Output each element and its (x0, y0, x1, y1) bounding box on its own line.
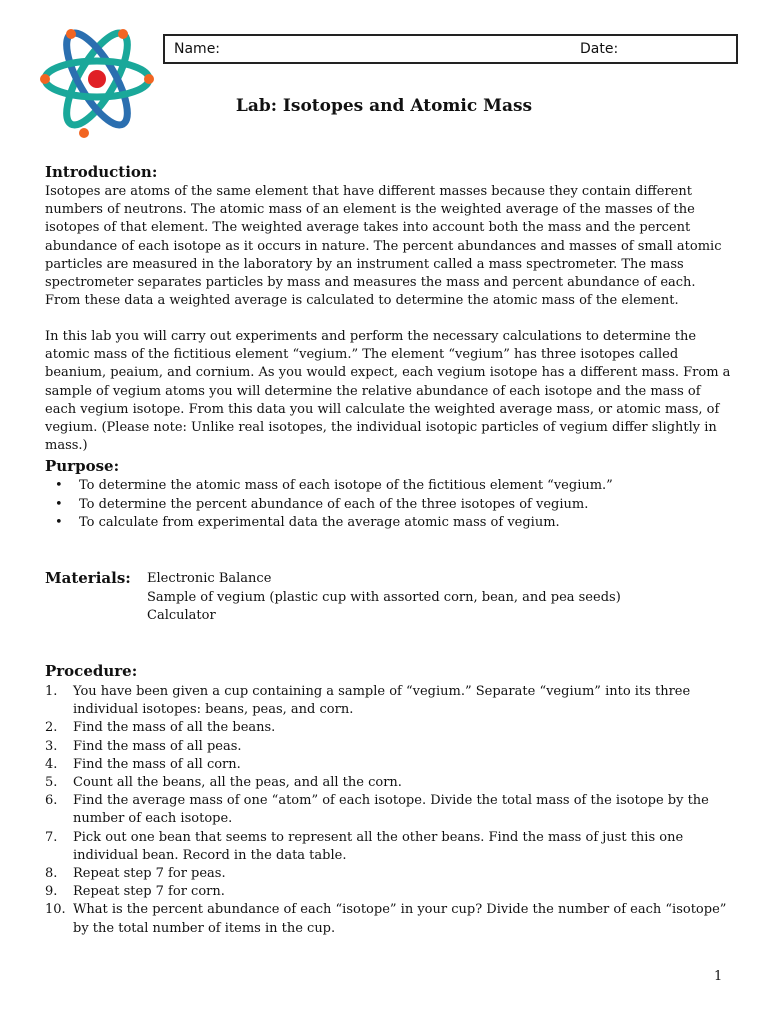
list-item: Calculator (147, 608, 216, 623)
step-number: 7. (45, 829, 58, 845)
step-text: Find the mass of all corn. (73, 756, 241, 772)
list-item: Electronic Balance (147, 571, 272, 586)
list-item (45, 756, 735, 774)
bullet-icon: • (55, 515, 63, 530)
step-number: 1. (45, 684, 58, 699)
purpose-list (45, 477, 735, 533)
purpose-item-text: To determine the percent abundance of each of the three isotopes of vegium. (79, 496, 589, 512)
name-label: Name: (174, 41, 221, 57)
list-item (45, 774, 735, 792)
step-number: 8. (45, 866, 58, 882)
list-item (45, 496, 735, 515)
purpose-item-text: To determine the atomic mass of each isotope of the fictitious element “vegium.” (79, 478, 613, 493)
step-text: Repeat step 7 for corn. (73, 884, 225, 900)
list-item (45, 514, 735, 533)
page-number: 1 (714, 969, 723, 984)
bullet-icon: • (55, 496, 63, 512)
bullet-icon: • (55, 478, 63, 493)
step-text: Find the mass of all the beans. (73, 720, 276, 736)
list-item (45, 738, 735, 756)
step-text: Count all the beans, all the peas, and all the corn. (73, 775, 402, 791)
materials-heading: Materials: (45, 569, 131, 587)
introduction-heading: Introduction: (45, 163, 158, 181)
page-title: Lab: Isotopes and Atomic Mass (235, 96, 533, 116)
introduction-paragraph-2: In this lab you will carry out experiments and perform the necessary calculations to determine the atomic mass of the fictitious element “vegium.” The element “vegium” has three isotopes called beanium, peaium, and cornium. As you would expect, each vegium isotope has a different mass. From a sample of vegium atoms you will determine the relative abundance of each isotope and the mass of each vegium isotope. From this data you will calculate the weighted average mass, or atomic mass, of vegium. (Please note: Unlike real isotopes, the individual isotopic particles of vegium differ slightly in mass.) (45, 329, 731, 454)
procedure-heading: Procedure: (45, 662, 138, 680)
step-text: You have been given a cup containing a sample of “vegium.” Separate “vegium” into its three individual isotopes: beans, peas, and corn. (73, 684, 691, 718)
step-number: 10. (45, 902, 66, 918)
step-text: Find the average mass of one “atom” of each isotope. Divide the total mass of the isotope by the number of each isotope. (73, 793, 709, 827)
step-number: 6. (45, 793, 58, 809)
list-item (45, 829, 735, 865)
step-text: Pick out one bean that seems to represent all the other beans. Find the mass of just this one individual bean. Record in the data table. (73, 829, 684, 863)
step-number: 2. (45, 720, 58, 736)
list-item (45, 477, 735, 496)
list-item (45, 883, 735, 901)
step-text: Find the mass of all peas. (73, 738, 242, 754)
name-date-box (163, 34, 738, 64)
step-text: Repeat step 7 for peas. (73, 866, 226, 882)
step-text: What is the percent abundance of each “isotope” in your cup? Divide the number of each “isotope” by the total number of items in the cup. (73, 902, 727, 936)
step-number: 9. (45, 884, 58, 900)
purpose-item-text: To calculate from experimental data the average atomic mass of vegium. (79, 515, 560, 530)
list-item (45, 719, 735, 737)
list-item (45, 901, 735, 937)
step-number: 5. (45, 775, 58, 791)
procedure-list (45, 683, 735, 938)
step-number: 4. (45, 756, 58, 772)
date-label: Date: (580, 41, 619, 57)
materials-list (147, 570, 621, 626)
step-number: 3. (45, 738, 58, 754)
list-item (45, 792, 735, 828)
list-item: Sample of vegium (plastic cup with assorted corn, bean, and pea seeds) (147, 589, 621, 605)
atom-icon (36, 18, 158, 140)
purpose-heading: Purpose: (45, 457, 120, 475)
introduction-paragraph-1: Isotopes are atoms of the same element that have different masses because they contain different numbers of neutrons. The atomic mass of an element is the weighted average of the masses of the isotopes of that element. The weighted average takes into account both the mass and the percent abundance of each isotope as it occurs in nature. The percent abundances and masses of small atomic particles are measured in the laboratory by an instrument called a mass spectrometer. The mass spectrometer separates particles by mass and measures the mass and percent abundance of each. From these data a weighted average is calculated to determine the atomic mass of the element. (45, 184, 722, 309)
list-item (45, 683, 735, 719)
list-item (45, 865, 735, 883)
